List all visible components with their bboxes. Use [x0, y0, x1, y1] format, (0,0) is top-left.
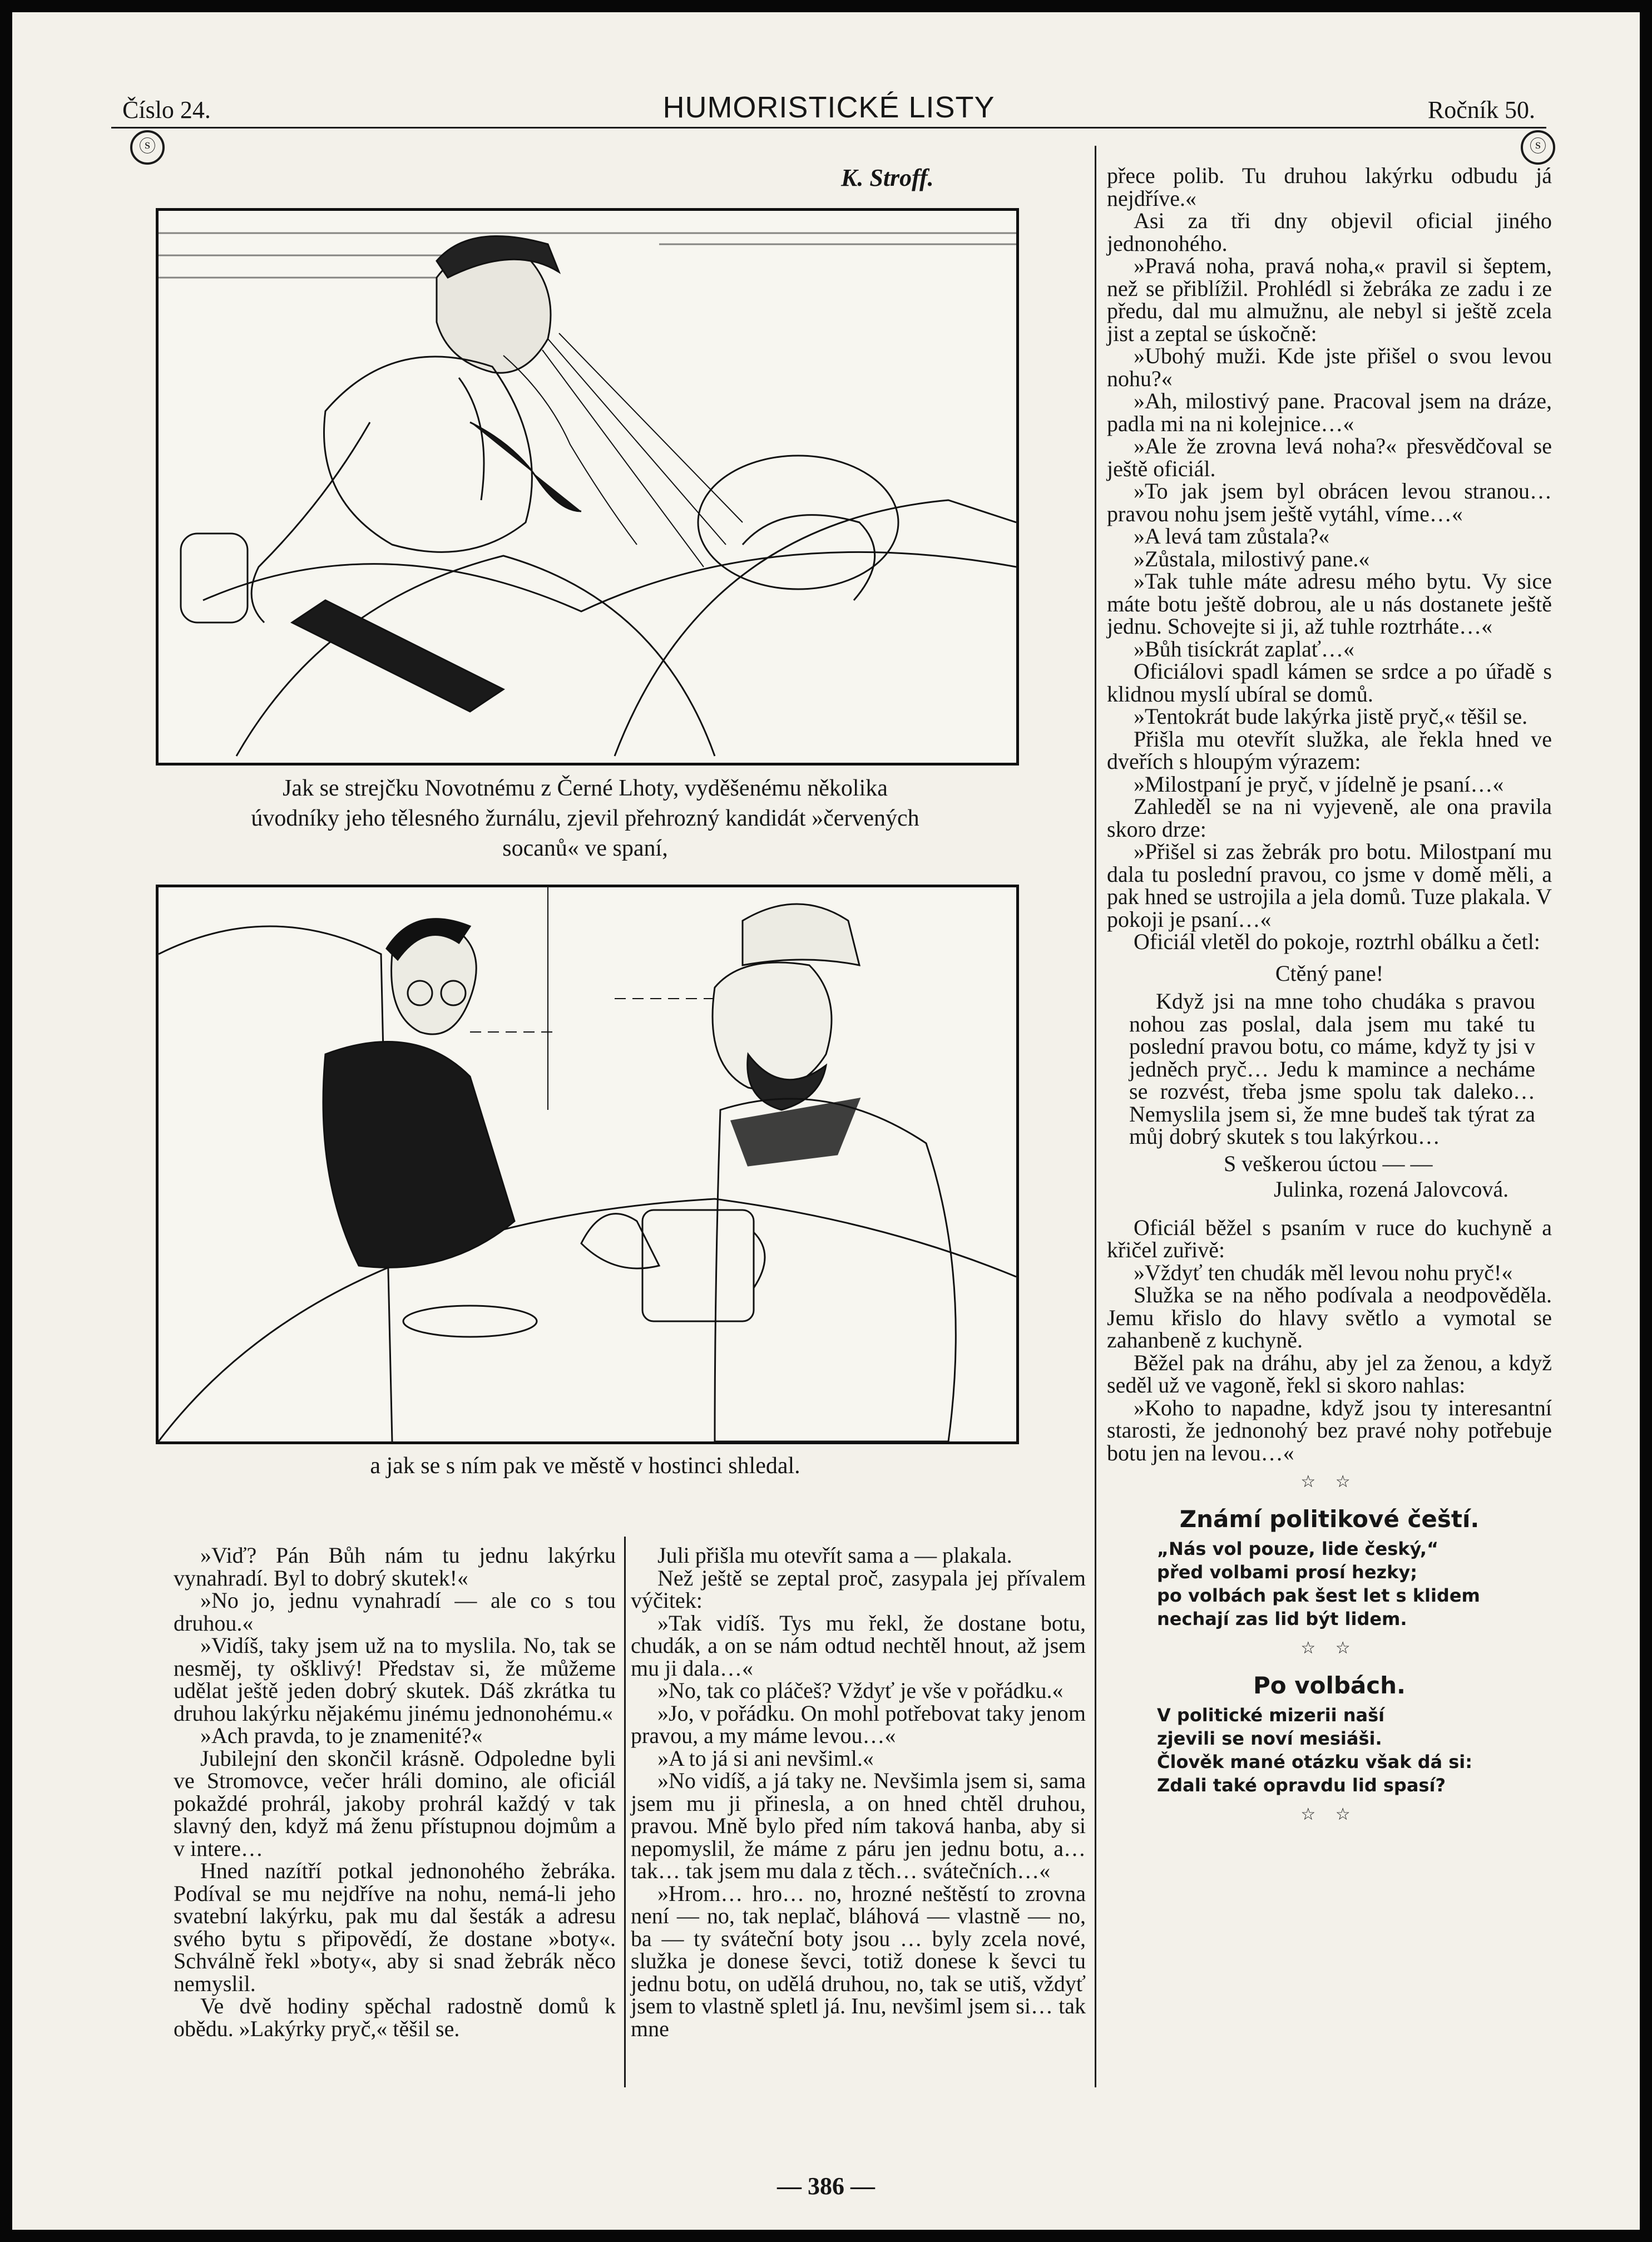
stars-divider-icon: ☆ ☆ — [1300, 1473, 1358, 1491]
poem-title-2: Po volbách. — [1253, 1671, 1406, 1699]
paragraph: Služka se na něho podívala a neodpověděla. Jemu křislo do hlavy světlo a vymotal se zahanbeně z kuchyně. — [1107, 1282, 1552, 1352]
paragraph: Oficiálovi spadl kámen se srdce a po úřadě s klidnou myslí ubíral se domů. — [1107, 659, 1552, 707]
paragraph: Juli přišla mu otevřít sama a — plakala. — [657, 1543, 1012, 1568]
right-column-story — [1107, 165, 1552, 1464]
paragraph: »Ale že zrovna levá noha?« přesvědčoval se ještě oficiál. — [1107, 433, 1552, 481]
paragraph: »Koho to napadne, když jsou ty interesantní starosti, že jednonohý bez pravé nohy potřebuje botu jen na levou…« — [1107, 1395, 1552, 1465]
column-divider-right — [1095, 146, 1096, 2087]
paragraph: Jubilejní den skončil krásně. Odpoledne byli ve Stromovce, večer hráli domino, ale oficiál pokaždé prohrál, jakoby prohrál každý v tak slavný den, když má ženu přístupnou dojmům a v intere… — [174, 1745, 616, 1861]
right-column — [1107, 165, 1552, 1833]
paragraph: »Jo, v pořádku. On mohl potřebovat taky jenom pravou, a my máme levou…« — [631, 1700, 1086, 1748]
masthead-title: HUMORISTICKÉ LISTY — [662, 91, 995, 124]
paragraph: »Přišel si zas žebrák pro botu. Milostpaní mu dala tu poslední pravou, co jsme v domě měli, a pak hned se ustrojila a jela domů. Tuze plakala. V pokoji je psaní…« — [1107, 839, 1552, 932]
paragraph: »Tentokrát bude lakýrka jistě pryč,« těšil se. — [1134, 704, 1528, 729]
cartoon-tavern-illustration — [156, 885, 1019, 1444]
paragraph: »Ach pravda, to je znamenité?« — [200, 1723, 483, 1748]
middle-column — [631, 1544, 1086, 2040]
paragraph: Ve dvě hodiny spěchal radostně domů k obědu. »Lakýrky pryč,« těšil se. — [174, 1993, 616, 2041]
poem-line: před volbami prosí hezky; — [1157, 1562, 1418, 1583]
paragraph: Když jsi na mne toho chudáka s pravou nohou zas poslal, dala jsem mu také tu poslední pravou botu, co máme, když ty jsi v jedněch pryč… Jedu k mamince a necháme se rozvést, třeba jsme spolu tak daleko… Nemyslila jsem si, že mne budeš tak týrat za můj dobrý skutek s tou lakýrkou… — [1129, 989, 1535, 1149]
poem-line: Člověk mané otázku však dá si: — [1157, 1751, 1473, 1772]
poem-title-1: Známí politikové čeští. — [1179, 1505, 1480, 1533]
paragraph: »Bůh tisíckrát zaplať…« — [1134, 636, 1354, 661]
poem-1 — [1107, 1537, 1552, 1631]
paragraph: Běžel pak na dráhu, aby jel za ženou, a když seděl už ve vagoně, řekl si skoro nahlas: — [1107, 1350, 1552, 1397]
ornament-right-icon: ⓢ — [1521, 130, 1555, 165]
paragraph: »Zůstala, milostivý pane.« — [1134, 546, 1370, 571]
poem-line: nechají zas lid být lidem. — [1157, 1608, 1407, 1629]
newspaper-page — [12, 12, 1640, 2230]
paragraph: přece polib. Tu druhou lakýrku odbudu já nejdříve.« — [1107, 163, 1552, 211]
paragraph: »Vidíš, taky jsem už na to myslila. No, tak se nesměj, ty ošklivý! Představ si, že můžeme udělat ještě jeden dobrý skutek. Dáš zkrátka tu druhou lakýrku nějakému jinému jednonohému.« — [174, 1633, 616, 1726]
header-rule — [111, 127, 1546, 129]
paragraph: Přišla mu otevřít služka, ale řekla hned ve dveřích s hloupým výrazem: — [1107, 726, 1552, 774]
paragraph: »To jak jsem byl obrácen levou stranou… pravou nohu jsem ještě vytáhl, víme…« — [1107, 478, 1552, 526]
poem-line: zjevili se noví mesiáši. — [1157, 1728, 1382, 1749]
ornament-left-icon: ⓢ — [130, 130, 165, 165]
paragraph: »Vždyť ten chudák měl levou nohu pryč!« — [1134, 1260, 1513, 1285]
paragraph: Ctěný pane! — [1275, 960, 1384, 986]
paragraph: Oficiál běžel s psaním v ruce do kuchyně a křičel zuřivě: — [1107, 1214, 1552, 1262]
paragraph: Hned nazítří potkal jednonohého žebráka. Podíval se mu nejdříve na nohu, nemá-li jeho svatební lakýrku, pak mu dal šesták a adresu svého bytu s připovědí, že dostane »boty«. Schválně řekl »boty«, aby si snad žebrák něco nemyslil. — [174, 1858, 616, 1996]
issue-number: Číslo 24. — [122, 96, 211, 124]
paragraph: »No jo, jednu vynahradí — ale co s tou druhou.« — [174, 1588, 616, 1636]
paragraph: S veškerou úctou — — — [1224, 1150, 1433, 1176]
paragraph: Než ještě se zeptal proč, zasypala jej přívalem výčitek: — [631, 1565, 1086, 1613]
paragraph: »Ah, milostivý pane. Pracoval jsem na dráze, padla mi na ni kolejnice…« — [1107, 388, 1552, 436]
left-column — [174, 1544, 616, 2040]
poem-line: V politické mizerii naší — [1157, 1705, 1385, 1726]
poem-line: „Nás vol pouze, lide český,“ — [1157, 1538, 1439, 1559]
paragraph: »No vidíš, a já taky ne. Nevšimla jsem si, sama jsem mu ji přinesla, a on hned chtěl druhou, pravou. Mně bylo před ním taková hanba, aby si nepomyslil, že máme z páru jen jednu botu, a… tak… tak jsem mu dala z těch… svátečních…« — [631, 1768, 1086, 1883]
paragraph: »A to já si ani nevšiml.« — [657, 1745, 874, 1771]
illustrator-signature: K. Stroff. — [841, 164, 934, 191]
paragraph: Julinka, rozená Jalovcová. — [1274, 1177, 1509, 1202]
paragraph: Oficiál vletěl do pokoje, roztrhl obálku a četl: — [1134, 929, 1540, 954]
second-caption: a jak se s ním pak ve městě v hostinci shledal. — [370, 1453, 800, 1479]
paragraph: »Ubohý muži. Kde jste přišel o svou levou nohu?« — [1107, 343, 1552, 391]
stars-divider-icon: ☆ ☆ — [1300, 1805, 1358, 1824]
paragraph: »Viď? Pán Bůh nám tu jednu lakýrku vynahradí. Byl to dobrý skutek!« — [174, 1543, 616, 1591]
paragraph: »No, tak co pláčeš? Vždyť je vše v pořádku.« — [657, 1678, 1064, 1703]
paragraph: Asi za tři dny objevil oficial jiného jednonohého. — [1107, 208, 1552, 256]
paragraph: »Tak tuhle máte adresu mého bytu. Vy sice máte botu ještě dobrou, ale u nás dostanete ještě jednu. Schovejte si ji, až tuhle roztrháte…« — [1107, 569, 1552, 639]
paragraph: »A levá tam zůstala?« — [1134, 524, 1330, 549]
poem-2 — [1107, 1703, 1552, 1797]
column-divider-middle — [624, 1537, 626, 2087]
page-header — [111, 86, 1546, 130]
poem-line: Zdali také opravdu lid spasí? — [1157, 1775, 1446, 1796]
stars-divider-icon: ☆ ☆ — [1300, 1639, 1358, 1657]
paragraph: »Milostpaní je pryč, v jídelně je psaní…« — [1134, 771, 1504, 797]
cartoon-nightmare-illustration — [156, 208, 1019, 766]
first-caption: Jak se strejčku Novotnému z Černé Lhoty, vyděšenému několika úvodníky jeho tělesného žurnálu, zjevil přehrozný kandidát »červených socanů« ve spaní, — [251, 776, 919, 861]
paragraph: »Hrom… hro… no, hrozné neštěstí to zrovna není — no, tak neplač, bláhová — vlastně — no, ba — ty sváteční boty jsou … byly zcela nové, služka je donese ševci, totiž donese k ševci tu jednu botu, on udělá druhou, no, tak se utiš, vždyť jsem to vlastně spletl já. Inu, nevšiml jsem si… tak mne — [631, 1880, 1086, 2041]
page-number: — 386 — — [777, 2172, 875, 2200]
paragraph: Zahleděl se na ni vyjeveně, ale ona pravila skoro drze: — [1107, 794, 1552, 842]
poem-line: po volbách pak šest let s klidem — [1157, 1585, 1480, 1606]
paragraph: »Pravá noha, pravá noha,« pravil si šeptem, než se přiblížil. Prohlédl si žebráka ze zadu i ze předu, dal mu almužnu, ale nebyl si ještě zcela jist a zeptal se úskočně: — [1107, 253, 1552, 346]
paragraph: »Tak vidíš. Tys mu řekl, že dostane botu, chudák, a on se nám odtud nechtěl hnout, až jsem mu ji dala…« — [631, 1610, 1086, 1681]
volume-number: Ročník 50. — [1427, 96, 1535, 124]
